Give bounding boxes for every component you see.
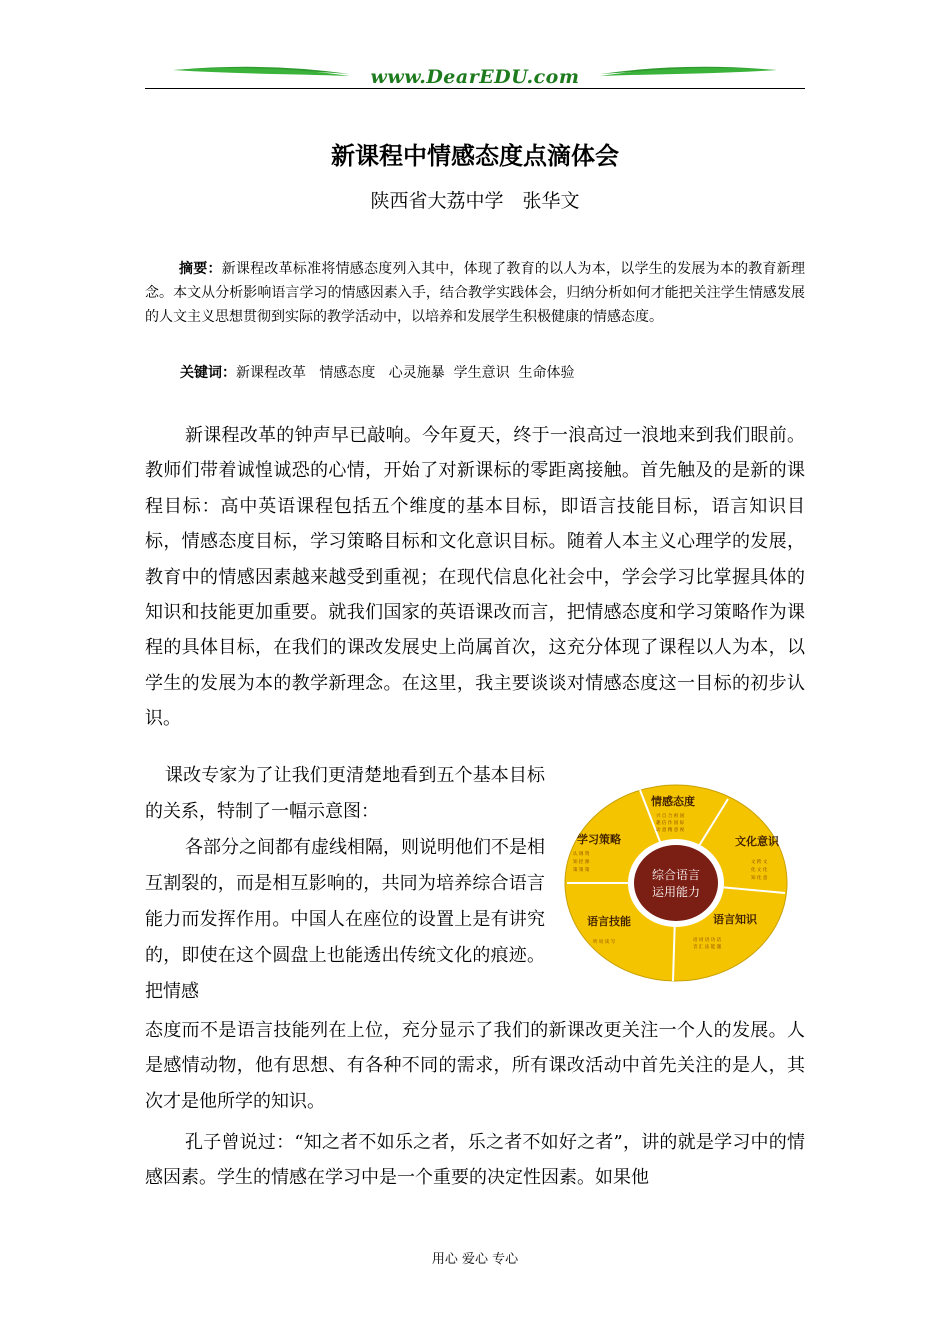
svg-text:化 文 化: 化 文 化	[751, 868, 768, 873]
svg-text:策 策 策: 策 策 策	[573, 868, 590, 873]
paragraph-2: 课改专家为了让我们更清楚地看到五个基本目标的关系，特制了一幅示意图：	[145, 765, 545, 822]
paragraph-3-wrapped: 各部分之间都有虚线相隔，则说明他们不是相互割裂的，而是相互影响的，共同为培养综合语言能力而发挥作用。中国人在座位的设置上是有讲究的，即使在这个圆盘上也能透出传统文化的痕迹。把情感	[145, 837, 545, 1002]
svg-text:趣 信 作 国 际: 趣 信 作 国 际	[656, 821, 685, 826]
svg-text:认 调 资: 认 调 资	[573, 852, 590, 857]
keywords	[180, 362, 575, 382]
paragraph-1: 新课程改革的钟声早已敲响。今年夏天，终于一浪高过一浪地来到我们眼前。教师们带着诚惶诚恐的心情，开始了对新课标的零距离接触。首先触及的是新的课程目标：高中英语课程包括五个维度的基本目标，即语言技能目标，语言知识目标，情感态度目标，学习策略目标和文化意识目标。随着人本主义心理学的发展，教育中的情感因素越来越受到重视；在现代信息化社会中，学会学习比掌握具体的知识和技能更加重要。就我们国家的英语课改而言，把情感态度和学习策略作为课程的具体目标，在我们的课改发展史上尚属首次，这充分体现了课程以人为本，以学生的发展为本的教学新理念。在这里，我主要谈谈对情感态度这一目标的初步认识。	[145, 425, 805, 730]
page-footer: 用心 爱心 专心	[431, 1252, 519, 1267]
author-line: 陕西省大荔中学 张华文	[370, 190, 580, 212]
page-title: 新课程中情感态度点滴体会	[331, 141, 619, 170]
header-rule	[145, 88, 805, 89]
paragraph-4: 孔子曾说过：“知之者不如乐之者，乐之者不如好之者”，讲的就是学习中的情感因素。学生的情感在学习中是一个重要的决定性因素。如果他	[145, 1132, 805, 1189]
svg-text:听 说 读 写: 听 说 读 写	[593, 940, 616, 945]
site-header	[145, 60, 805, 90]
svg-text:音 汇 法 能 题: 音 汇 法 能 题	[693, 945, 722, 950]
abstract	[145, 257, 805, 329]
keywords-label: 关键词：	[180, 365, 236, 381]
site-logo-text: www.DearEDU.com	[370, 66, 580, 88]
five-goals-diagram	[563, 783, 789, 983]
svg-text:知 化 意: 知 化 意	[751, 876, 768, 881]
svg-text:动 意 精 意 视: 动 意 精 意 视	[656, 828, 685, 833]
paragraph-3-continued: 态度而不是语言技能列在上位，充分显示了我们的新课改更关注一个人的发展。人是感情动物，他有思想、有各种不同的需求，所有课改活动中首先关注的是人，其次才是他所学的知识。	[145, 1020, 805, 1112]
segment-label-knowledge: 语言知识	[713, 913, 757, 926]
abstract-text: 新课程改革标准将情感态度列入其中，体现了教育的以人为本，以学生的发展为本的教育新理念。本文从分析影响语言学习的情感因素入手，结合教学实践体会，归纳分析如何才能把关注学生情感发展的人文主义思想贯彻到实际的教学活动中，以培养和发展学生积极健康的情感态度。	[145, 261, 806, 325]
segment-label-strategy: 学习策略	[577, 833, 621, 846]
segment-label-culture: 文化意识	[735, 835, 779, 848]
center-label-line-1: 综合语言	[651, 868, 701, 882]
keywords-text: 新课程改革 情感态度 心灵施暴 学生意识 生命体验	[236, 365, 575, 381]
center-label-line-2: 运用能力	[651, 885, 701, 899]
svg-text:知 控 源: 知 控 源	[573, 860, 590, 865]
segment-label-skills: 语言技能	[587, 915, 631, 928]
segment-label-emotion: 情感态度	[651, 795, 695, 808]
svg-text:兴 自 合 祖 国: 兴 自 合 祖 国	[656, 814, 685, 819]
abstract-label: 摘要：	[179, 261, 222, 277]
svg-text:文 跨 文: 文 跨 文	[751, 860, 768, 865]
svg-text:语 词 语 功 话: 语 词 语 功 话	[693, 938, 722, 943]
